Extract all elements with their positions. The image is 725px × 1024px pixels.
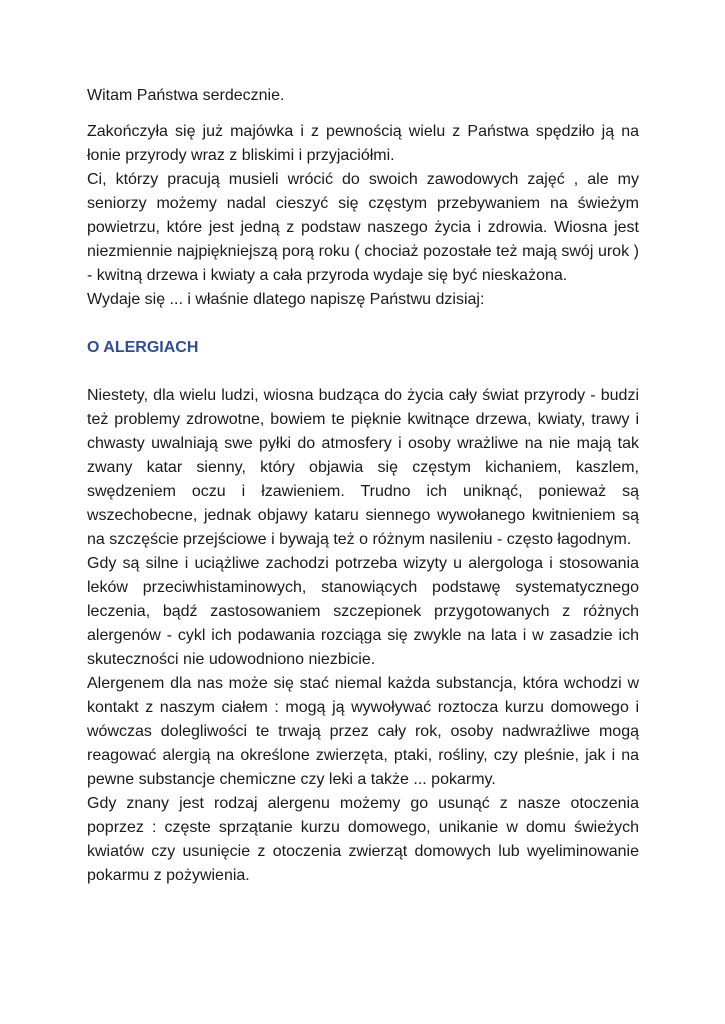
body-paragraph-3: Alergenem dla nas może się stać niemal każda substancja, która wchodzi w kontakt z naszym ciałem : mogą ją wywoływać roztocza kurzu domowego i wówczas dolegliwości te trwają przez cały rok, osoby nadwrażliwe mogą reagować alergią na określone zwierzęta, ptaki, rośliny, czy pleśnie, jak i na pewne substancje chemiczne czy leki a także ... pokarmy. [87, 675, 639, 788]
body-paragraph-2: Gdy są silne i uciążliwe zachodzi potrzeba wizyty u alergologa i stosowania leków przeciwhistaminowych, stanowiących podstawę systematycznego leczenia, bądź zastosowaniem szczepionek przygotowanych z różnych alergenów - cykl ich podawania rozciąga się zwykle na lata i w zasadzie ich skuteczności nie udowodniono niezbicie. [87, 555, 639, 668]
intro-paragraph-2: Ci, którzy pracują musieli wrócić do swoich zawodowych zajęć , ale my seniorzy możemy nadal cieszyć się częstym przebywaniem na świeżym powietrzu, które jest jedną z podstaw naszego życia i zdrowia. Wiosna jest niezmiennie najpiękniejszą porą roku ( chociaż pozostałe też mają swój urok ) - kwitną drzewa i kwiaty a cała przyroda wydaje się być nieskażona. [87, 171, 639, 284]
intro-paragraph-1: Zakończyła się już majówka i z pewnością wielu z Państwa spędziło ją na łonie przyrody wraz z bliskimi i przyjaciółmi. [87, 123, 639, 164]
greeting: Witam Państwa serdecznie. [87, 87, 285, 104]
section-heading: O ALERGIACH [87, 339, 199, 356]
intro-paragraph-3: Wydaje się ... i właśnie dlatego napiszę Państwu dzisiaj: [87, 291, 485, 308]
body-paragraph-1: Niestety, dla wielu ludzi, wiosna budząca do życia cały świat przyrody - budzi też problemy zdrowotne, bowiem te pięknie kwitnące drzewa, kwiaty, trawy i chwasty uwalniają swe pyłki do atmosfery i osoby wrażliwe na nie mają tak zwany katar sienny, który objawia się częstym kichaniem, kaszlem, swędzeniem oczu i łzawieniem. Trudno ich uniknąć, ponieważ są wszechobecne, jednak objawy kataru siennego wywołanego kwitnieniem są na szczęście przejściowe i bywają też o różnym nasileniu - często łagodnym. [87, 387, 639, 548]
document-body [87, 84, 639, 888]
body-paragraph-4: Gdy znany jest rodzaj alergenu możemy go usunąć z nasze otoczenia poprzez : częste sprzątanie kurzu domowego, unikanie w domu świeżych kwiatów czy usunięcie z otoczenia zwierząt domowych lub wyeliminowanie pokarmu z pożywienia. [87, 795, 639, 884]
